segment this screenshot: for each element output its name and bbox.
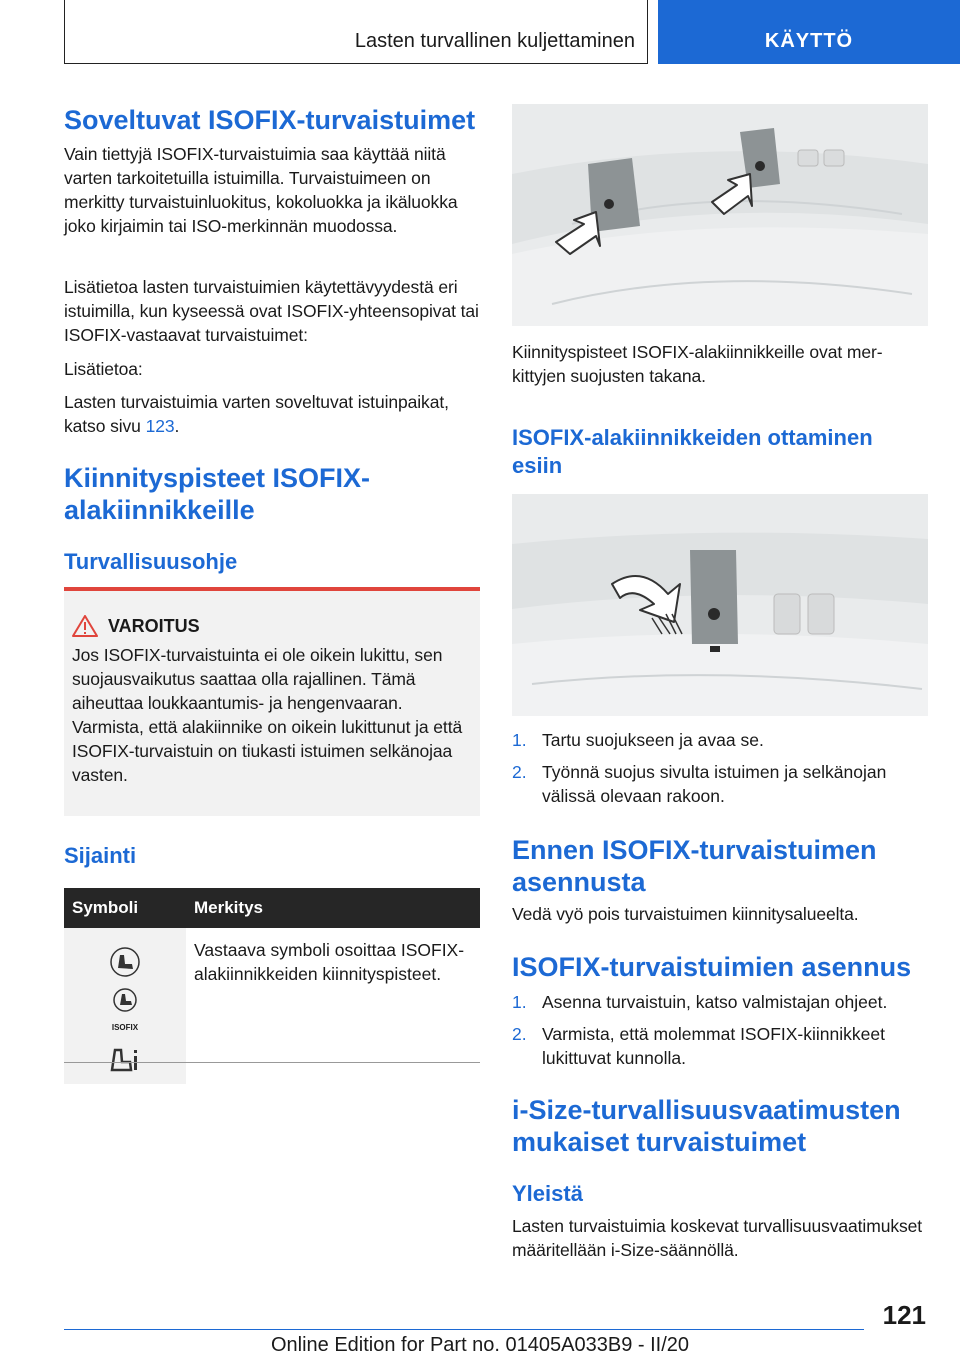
list-item — [512, 1022, 928, 1070]
step-number: 2. — [512, 762, 527, 782]
symbol-table — [64, 888, 480, 1084]
heading-anchor-points — [64, 462, 370, 526]
heading-anchor-line-2: alakiinnikkeille — [64, 495, 255, 525]
heading-general: Yleistä — [512, 1181, 583, 1206]
header-chapter-title: KÄYTTÖ — [764, 30, 854, 52]
seat-positions-end: . — [174, 416, 180, 436]
table-header-symbol: Symboli — [64, 888, 186, 928]
footer-edition: Online Edition for Part no. 01405A033B9 - II/20 — [270, 1334, 690, 1356]
step-text: Tartu suojukseen ja avaa se. — [542, 730, 764, 750]
paragraph-suitable-1: Vain tiettyjä ISOFIX-turvaistuimia saa käyttää niitä varten tarkoitetuilla istuimilla. Turvaistuimeen on merkitty turvaistuinluokitus, kokoluokka ja ikäluokka joko kirjaimin tai ISO-merkinnän muodossa. — [64, 144, 458, 236]
i-size-seat-icon — [108, 1044, 142, 1074]
step-number: 1. — [512, 992, 527, 1012]
caption-anchor-location: Kiinnityspisteet ISOFIX-alakiinnikkeille ovat merkittyjen suojusten takana. — [512, 342, 883, 386]
warning-header — [72, 615, 470, 637]
warning-title: VAROITUS — [108, 615, 200, 636]
step-text: Työnnä suojus sivulta istuimen ja selkänojan välissä olevaan rakoon. — [542, 762, 887, 806]
steps-expose-list — [512, 728, 928, 816]
isofix-label: ISOFIX — [111, 1023, 139, 1032]
seat-illustration-1 — [512, 104, 928, 326]
paragraph-more-info: Lisätietoa: — [64, 359, 143, 379]
footer-rule — [64, 1329, 864, 1330]
heading-anchor-line-1: Kiinnityspisteet ISOFIX- — [64, 463, 371, 493]
seat-positions-text: Lasten turvaistuimia varten soveltuvat istuinpaikat, katso sivu — [64, 392, 449, 436]
header-section-title: Lasten turvallinen kuljettaminen — [354, 30, 635, 52]
paragraph-seat-positions — [64, 390, 482, 438]
heading-safety-note: Turvallisuusohje — [64, 549, 238, 574]
symbol-meaning-cell: Vastaava symboli osoittaa ISOFIX-alakiinnikkeiden kiinnityspisteet. — [194, 940, 465, 984]
paragraph-suitable-2: Lisätietoa lasten turvaistuimien käytettävyydestä eri istuimilla, kun kyseessä ovat ISOFIX-yhteensopivat tai ISOFIX-vastaavat turvaistuimet: — [64, 277, 479, 345]
seat-illustration-2 — [512, 494, 928, 716]
symbol-cell — [64, 928, 186, 1084]
heading-install: ISOFIX-turvaistuimien asennus — [512, 952, 912, 982]
warning-text: Jos ISOFIX-turvaistuinta ei ole oikein lukittu, sen suojausvaikutus saattaa olla rajallinen. Tämä aiheuttaa loukkaantumis- ja hengenvaaran. Varmista, että alakiinnike on oikein lukittunut ja että ISOFIX-turvaistuin on tiukasti istuimen selkänojaa vasten. — [72, 645, 463, 785]
paragraph-general: Lasten turvaistuimia koskevat turvallisuusvaatimukset määritellään i-Size-säännöllä. — [512, 1216, 923, 1260]
header-section-box — [64, 0, 648, 64]
step-text: Asenna turvaistuin, katso valmistajan ohjeet. — [542, 992, 888, 1012]
warning-triangle-icon — [72, 615, 98, 637]
table-row — [64, 928, 480, 1084]
heading-expose-anchors: ISOFIX-alakiinnikkeiden ottaminen esiin — [512, 425, 873, 478]
heading-location: Sijainti — [64, 843, 137, 868]
list-item — [512, 990, 928, 1014]
list-item — [512, 760, 928, 808]
step-text: Varmista, että molemmat ISOFIX-kiinnikkeet lukittuvat kunnolla. — [542, 1024, 885, 1068]
steps-install-list — [512, 990, 928, 1078]
header-chapter-tab[interactable] — [658, 0, 960, 64]
table-header-meaning: Merkitys — [186, 888, 480, 928]
table-header-row — [64, 888, 480, 928]
warning-box — [64, 587, 480, 816]
step-number: 1. — [512, 730, 527, 750]
photo-open-cover — [512, 494, 928, 716]
list-item — [512, 728, 928, 752]
heading-i-size: i-Size-turvallisuusvaatimusten mukaiset turvaistuimet — [512, 1095, 901, 1157]
isofix-child-seat-icon — [107, 984, 143, 1020]
paragraph-before-install: Vedä vyö pois turvaistuimen kiinnitysalueelta. — [512, 904, 859, 924]
heading-before-install: Ennen ISOFIX-turvaistuimen asennusta — [512, 835, 877, 897]
page-link-123[interactable]: 123 — [145, 416, 175, 436]
page-number: 121 — [882, 1300, 926, 1330]
table-bottom-rule — [64, 1062, 480, 1063]
heading-suitable-isofix: Soveltuvat ISOFIX-turvaistuimet — [64, 105, 476, 135]
step-number: 2. — [512, 1024, 527, 1044]
child-seat-icon — [107, 944, 143, 980]
photo-isofix-covers — [512, 104, 928, 326]
